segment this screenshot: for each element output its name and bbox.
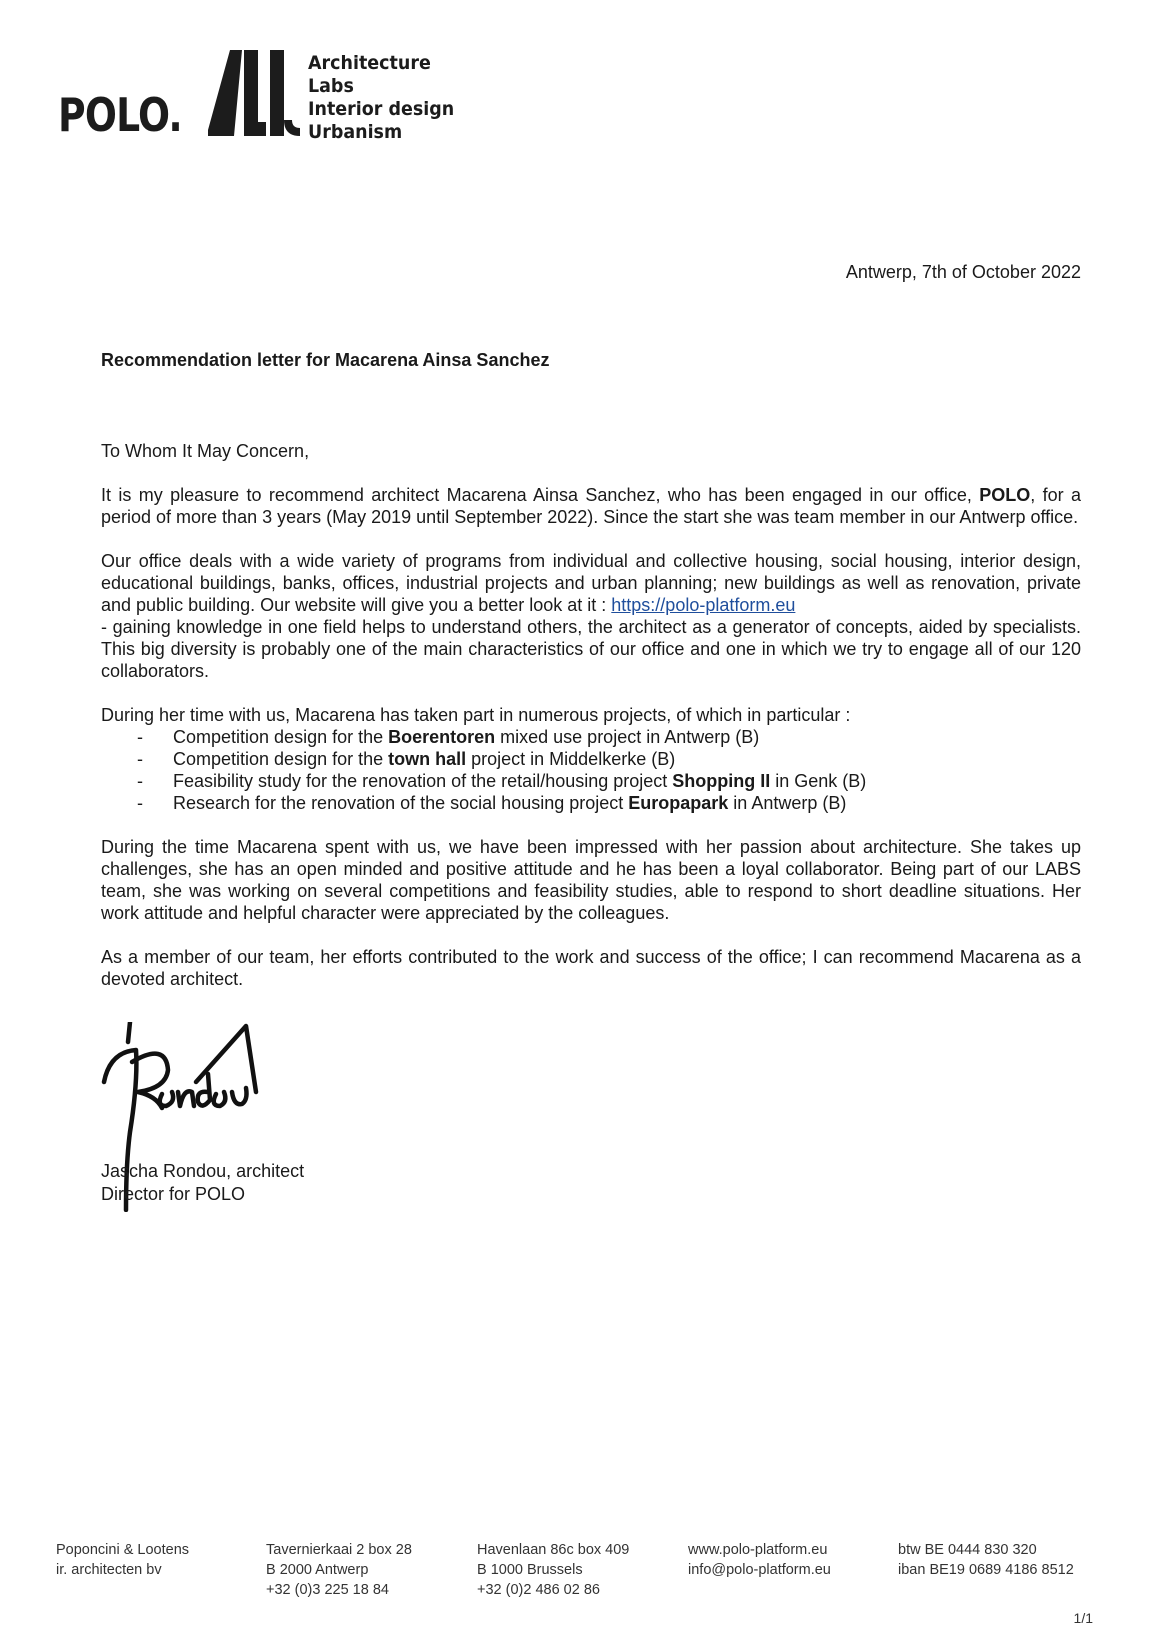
p2-text-a: Our office deals with a wide variety of programs from individual and collective housing, social housing, interior design, educational buildings, banks, offices, industrial projects and urban planning; new buildings as well as renovation, private and public building. Our website will give you a better look at it :: [101, 551, 1081, 615]
project-name: Europapark: [628, 793, 729, 813]
list-item: [101, 792, 1081, 814]
footer-line: Poponcini & Lootens: [56, 1542, 190, 1558]
logo-line-interior-design: Interior design: [308, 98, 455, 120]
footer-web-contact: [688, 1540, 831, 1580]
list-item: [101, 748, 1081, 770]
p3-intro: During her time with us, Macarena has taken part in numerous projects, of which in particular :: [101, 705, 851, 725]
paragraph-impressions: During the time Macarena spent with us, we have been impressed with her passion about architecture. She takes up challenges, she has an open minded and positive attitude and he has been a loyal collaborator. Being part of our LABS team, she was working on several competitions and feasibility studies, able to respond to short deadline situations. Her work attitude and helpful character were appreciated by the colleagues.: [101, 837, 1081, 923]
footer-line: ir. architecten bv: [56, 1562, 162, 1578]
footer-line: iban BE19 0689 4186 8512: [898, 1562, 1074, 1578]
website-link[interactable]: https://polo-platform.eu: [611, 595, 796, 615]
logo-line-architecture: Architecture: [308, 52, 431, 74]
project-text: Competition design for the: [173, 727, 389, 747]
signatory: [101, 1160, 304, 1206]
project-name: Boerentoren: [388, 727, 496, 747]
footer-line: +32 (0)3 225 18 84: [266, 1582, 389, 1598]
project-text: Research for the renovation of the social housing project: [173, 793, 629, 813]
footer-line: +32 (0)2 486 02 86: [477, 1582, 600, 1598]
footer-brussels-address: [477, 1540, 629, 1600]
footer-tax-info: [898, 1540, 1074, 1580]
signatory-name: Jascha Rondou, architect: [101, 1161, 305, 1181]
project-text: Competition design for the: [173, 749, 389, 769]
bullet-dash: -: [137, 749, 143, 769]
logo-line-urbanism: Urbanism: [308, 121, 403, 143]
project-text: mixed use project in Antwerp (B): [495, 727, 760, 747]
salutation: To Whom It May Concern,: [101, 441, 310, 461]
signatory-title: Director for POLO: [101, 1184, 246, 1204]
p2-text-b: - gaining knowledge in one field helps to understand others, the architect as a generator of concepts, aided by specialists. This big diversity is probably one of the main characteristics of our office and one in which we try to engage all of our 120 collaborators.: [101, 617, 1081, 681]
page-number: 1/1: [1073, 1610, 1093, 1626]
bullet-dash: -: [137, 727, 143, 747]
letter-body: [101, 440, 1081, 1012]
letter-subject: Recommendation letter for Macarena Ainsa Sanchez: [101, 350, 550, 370]
footer-website: www.polo-platform.eu: [688, 1542, 828, 1558]
project-name: town hall: [388, 749, 467, 769]
letter-date: Antwerp, 7th of October 2022: [845, 262, 1081, 282]
footer-line: B 2000 Antwerp: [266, 1562, 369, 1578]
logo-bars-icon: [208, 50, 300, 138]
list-item: [101, 726, 1081, 748]
project-text: in Genk (B): [770, 771, 867, 791]
logo-tagline: [308, 52, 467, 144]
footer-line: Tavernierkaai 2 box 28: [266, 1542, 412, 1558]
bullet-dash: -: [137, 793, 143, 813]
logo-line-labs: Labs: [308, 75, 354, 97]
project-name: Shopping II: [672, 771, 771, 791]
project-text: in Antwerp (B): [728, 793, 847, 813]
p1-text-b: , for a period of more than 3 years (May 2019 until September 2022). Since the start she was team member in our Antwerp office.: [101, 485, 1081, 527]
paragraph-office: [101, 550, 1081, 682]
footer-line: B 1000 Brussels: [477, 1562, 583, 1578]
footer-email: info@polo-platform.eu: [688, 1562, 831, 1578]
projects-list: [101, 726, 1081, 814]
project-text: Feasibility study for the renovation of the retail/housing project: [173, 771, 673, 791]
p1-office-name: POLO: [979, 485, 1031, 505]
bullet-dash: -: [137, 771, 143, 791]
logo-wordmark: POLO.: [58, 88, 182, 142]
footer-company: [56, 1540, 189, 1580]
list-item: [101, 770, 1081, 792]
footer-line: Havenlaan 86c box 409: [477, 1542, 630, 1558]
p1-text-a: It is my pleasure to recommend architect Macarena Ainsa Sanchez, who has been engaged in our office,: [101, 485, 980, 505]
paragraph-closing: As a member of our team, her efforts contributed to the work and success of the office; I can recommend Macarena as a devoted architect.: [101, 947, 1081, 989]
footer-line: btw BE 0444 830 320: [898, 1542, 1037, 1558]
polo-logo: [58, 50, 458, 150]
footer-antwerp-address: [266, 1540, 412, 1600]
project-text: project in Middelkerke (B): [466, 749, 676, 769]
paragraph-introduction: [101, 484, 1081, 528]
